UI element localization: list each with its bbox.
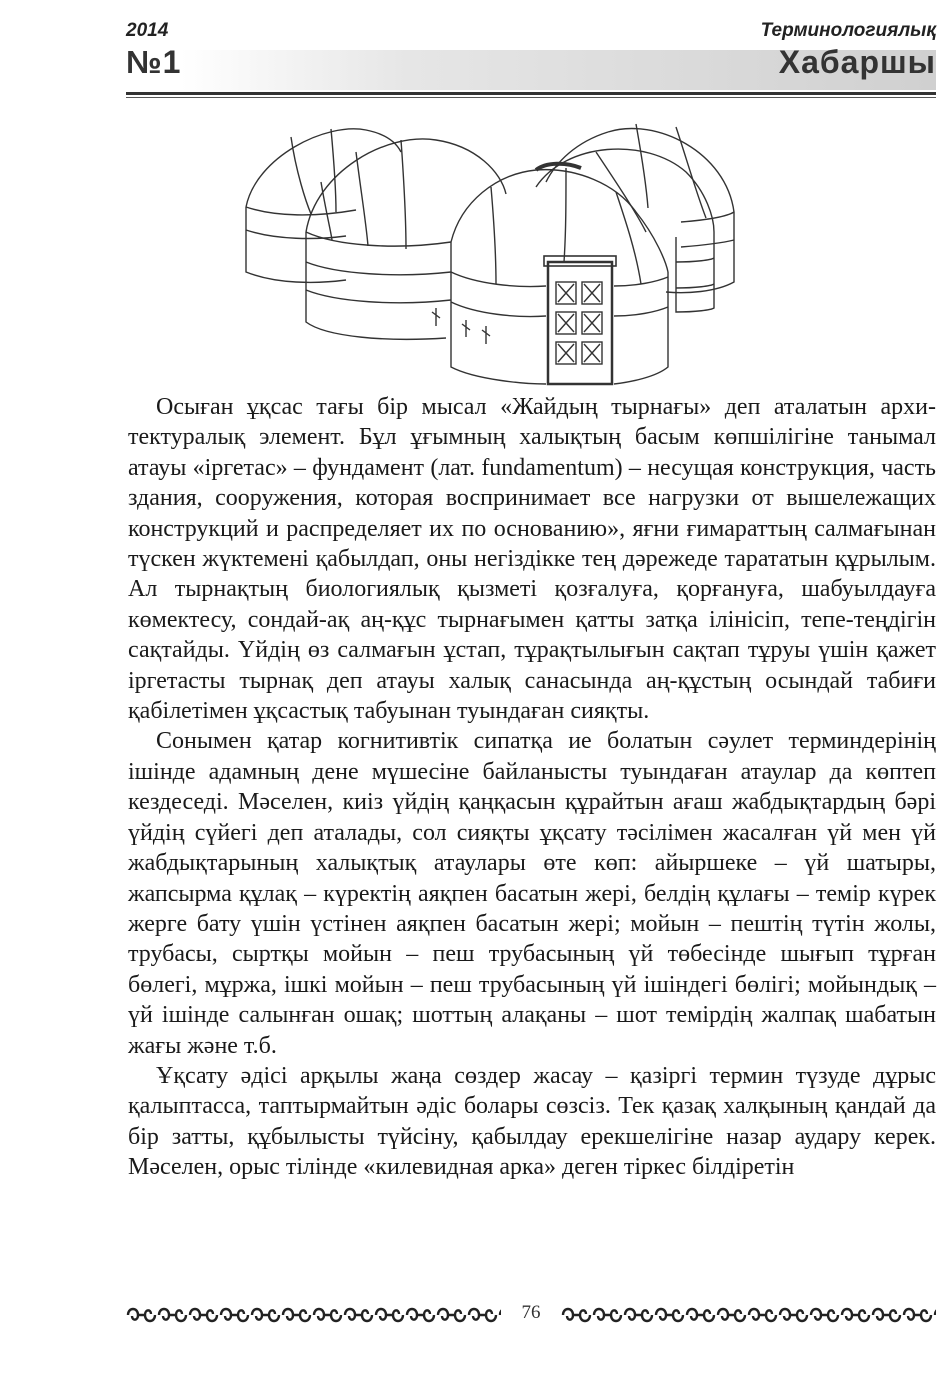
header-journal-line2: Хабаршы <box>778 44 936 80</box>
yurt-back-right <box>546 124 734 293</box>
paragraph: Сонымен қатар когнитивтік сипатқа ие болатын сәулет терминдерінің ішінде адамның дене мүшесіне байланысты туындаған атаулар да көптеп кездеседі. Мәселен, киіз үйдің қаңқасын құрайтын ағаш жабдықтардың бәрі үйдің сүйегі деп аталады, сол сияқты ұқсату тәсілімен жасалған үй мен үй жабдықтарының халықтық атаулары өте көп: айыршеке – үй шатыры, жапсырма құлақ – күректің аяқпен басатын жері, белдің құлағы – темір күрек жерге бату үшін үстінен аяқпен басатын жері; мойын – пештің түтін жолы, трубасы, сыртқы мойын – пеш трубасының үй төбесінде шығып тұрған бөлегі, мұржа, ішкі мойын – пеш трубасының үй ішіндегі бөлігі; мойындық – үй ішінде салынған ошақ; шоттың алақаны – шот темірдің жалпақ шабатын жағы және т.б. <box>128 728 936 1059</box>
header-rule-thin <box>126 97 936 98</box>
page-number: 76 <box>521 1302 541 1323</box>
page-footer <box>126 1296 936 1332</box>
header-year: 2014 <box>126 20 169 41</box>
ornament-right <box>561 1304 936 1326</box>
ornament-left <box>126 1304 501 1326</box>
yurt-back-left <box>246 129 401 283</box>
yurts-illustration <box>236 112 736 387</box>
yurt-middle-left <box>306 139 506 339</box>
yurt-middle-right <box>536 149 714 312</box>
page-header <box>126 20 936 98</box>
header-rule <box>126 92 936 95</box>
article-body <box>128 392 936 1183</box>
header-journal-line1: Терминологиялық <box>760 20 936 41</box>
header-issue-number: №1 <box>126 44 182 80</box>
paragraph: Ұқсату әдісі арқылы жаңа сөздер жасау – қазіргі термин түзуде дұрыс қалыптасса, таптырмайтын әдіс болары сөзсіз. Тек қазақ халқының қандай да бір затты, құбылысты түйсіну, қабылдау ерекшелігіне назар аудару керек. Мәселен, орыс тілінде «килевидная арка» деген тіркес білдіретін <box>128 1062 936 1181</box>
paragraph: Осыған ұқсас тағы бір мысал «Жайдың тырнағы» деп аталатын архитектуралық элемент. Бұл ұғымның халықтың басым көпшілігіне танымал атауы «іргетас» – фундамент (лат. fundamentum) – несущая конструкция, часть здания, сооружения, которая воспринимает все нагрузки от вышележащих конструкций и распределяет их по основанию», яғни ғимараттың салмағынан түскен жүктемені қабылдап, оны негіздікке тең дәрежеде тарататын құрылым. Ал тырнақтың биологиялық қызметі қозғалуға, қорғануға, шабуылдауға көмектесу, сондай-ақ аң-құс тырнағымен қатты затқа ілінісіп, тепе-теңдігін сақтайды. Үйдің өз салмағын ұстап, тұрақтылығын сақтап тұруы үшін қажет іргетасты тырнақ деп атауы халық санасында аң-құстың осындай табиғи қабілетімен ұқсастық табуынан туындаған сияқты. <box>128 394 936 725</box>
yurt-front <box>451 164 668 384</box>
